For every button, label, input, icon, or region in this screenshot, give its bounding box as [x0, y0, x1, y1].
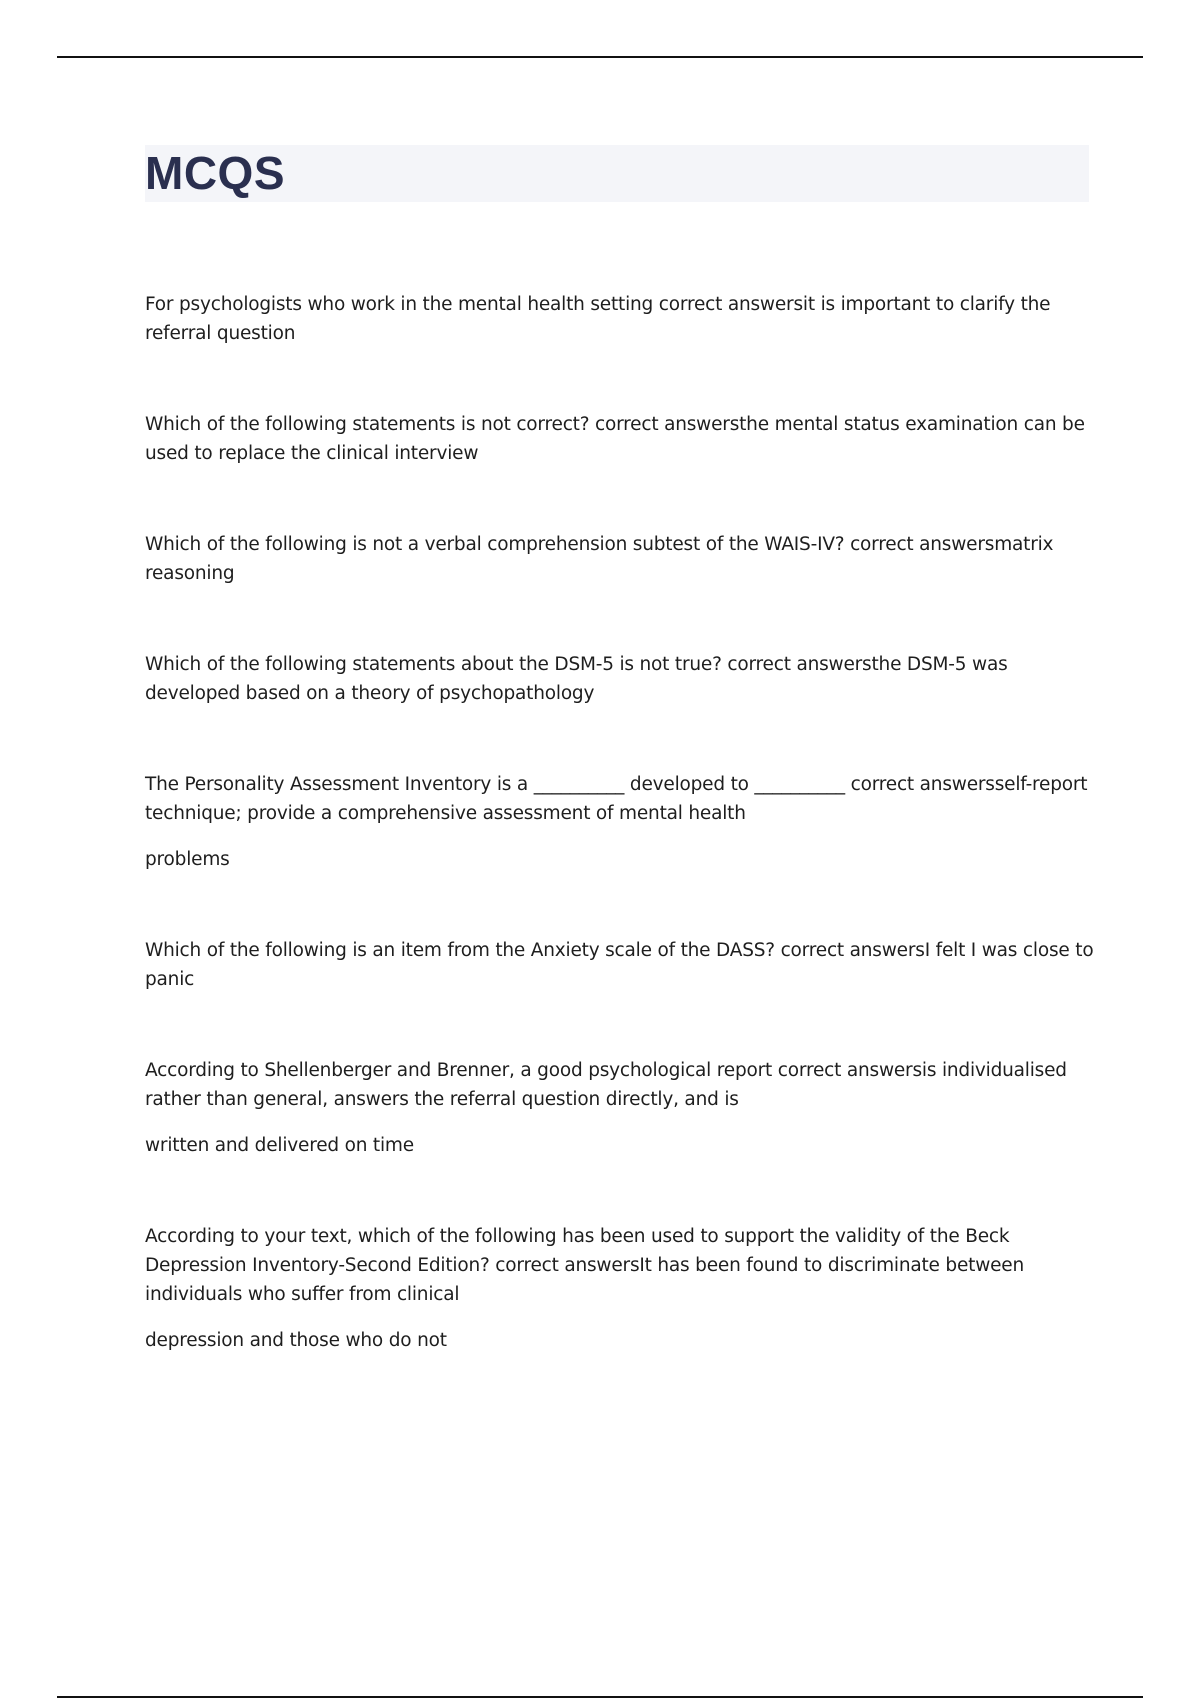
question-item-8 [145, 1222, 1095, 1355]
question-continuation: depression and those who do not [145, 1330, 447, 1351]
question-text: According to Shellenberger and Brenner, a good psychological report correct answersis individualised rather than general, answers the referral question directly, and is [145, 1060, 1067, 1110]
question-text: The Personality Assessment Inventory is a __________ developed to __________ correct answersself-report technique; provide a comprehensive assessment of mental health [145, 774, 1088, 824]
question-continuation: written and delivered on time [145, 1135, 414, 1156]
question-item-2 [145, 410, 1095, 468]
question-item-4 [145, 650, 1095, 708]
top-rule [57, 56, 1143, 58]
bottom-rule [57, 1696, 1143, 1698]
question-continuation: problems [145, 849, 230, 870]
question-text: Which of the following statements about the DSM-5 is not true? correct answersthe DSM-5 was developed based on a theory of psychopathology [145, 654, 1008, 704]
question-item-3 [145, 530, 1095, 588]
question-text: According to your text, which of the following has been used to support the validity of the Beck Depression Inventory-Second Edition? correct answersIt has been found to discriminate between individuals who suffer from clinical [145, 1226, 1025, 1305]
question-text: Which of the following is not a verbal comprehension subtest of the WAIS-IV? correct answersmatrix reasoning [145, 534, 1054, 584]
question-text: For psychologists who work in the mental health setting correct answersit is important to clarify the referral question [145, 294, 1051, 344]
question-item-5 [145, 770, 1095, 874]
question-text: Which of the following statements is not correct? correct answersthe mental status examination can be used to replace the clinical interview [145, 414, 1085, 464]
question-item-7 [145, 1056, 1095, 1160]
page-title: MCQS [145, 147, 285, 199]
question-item-6 [145, 936, 1095, 994]
question-text: Which of the following is an item from the Anxiety scale of the DASS? correct answersI felt I was close to panic [145, 940, 1094, 990]
question-list [145, 290, 1095, 1417]
question-item-1 [145, 290, 1095, 348]
title-banner [145, 145, 1089, 202]
